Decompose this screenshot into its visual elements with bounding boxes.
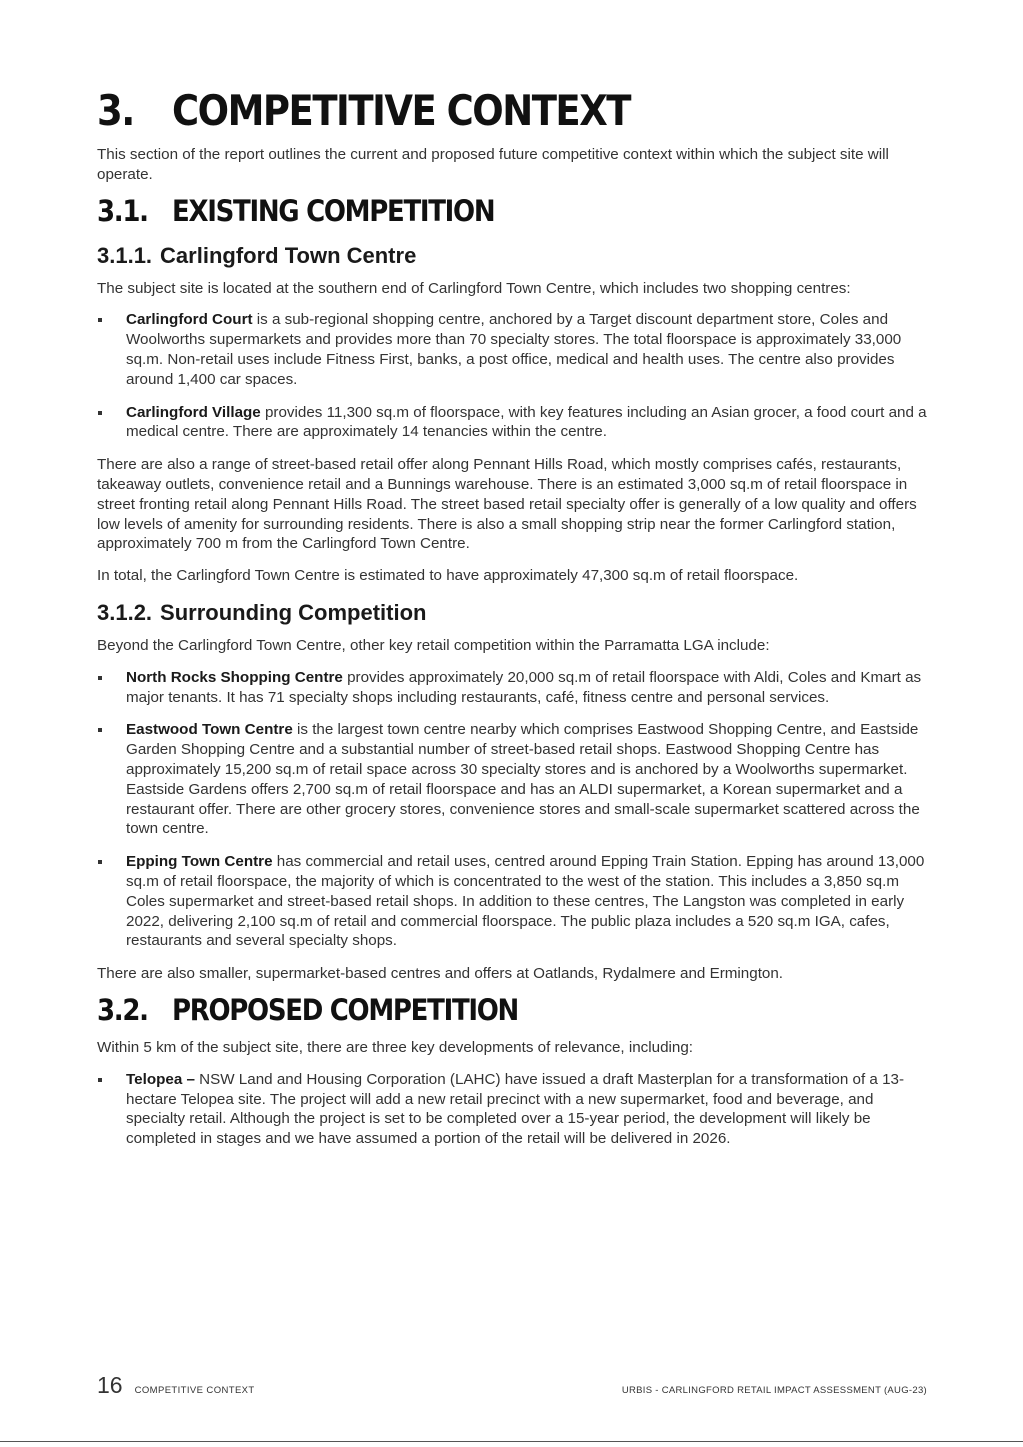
- chapter-heading: [97, 87, 927, 135]
- page-content: [97, 86, 927, 1162]
- list-item: [97, 310, 927, 389]
- surrounding-list: [97, 668, 927, 951]
- chapter-intro: This section of the report outlines the current and proposed future competitive context within which the subject site will operate.: [97, 146, 889, 183]
- section-title: PROPOSED COMPETITION: [172, 994, 519, 1028]
- item-name: North Rocks Shopping Centre: [126, 668, 343, 686]
- bullet-icon: [98, 676, 102, 680]
- subsection-heading-town-centre: [97, 243, 927, 269]
- item-text: provides 11,300 sq.m of floorspace, with key features including an Asian grocer, a food court and a medical centre. There are approximately 14 tenancies within the centre.: [126, 403, 927, 441]
- footer-section: COMPETITIVE CONTEXT: [134, 1385, 255, 1396]
- section-heading-proposed: [97, 994, 927, 1028]
- town-centre-list: [97, 310, 927, 442]
- item-name: Epping Town Centre: [126, 853, 273, 871]
- section-heading-existing: [97, 195, 927, 229]
- item-text: is a sub-regional shopping centre, anchored by a Target discount department store, Coles and Woolworths supermarkets and provides more than 70 specialty stores. The total floorspace is approximately 33,000 sq.m. Non-retail uses include Fitness First, banks, a post office, medical and health uses. The centre also provides around 1,400 car spaces.: [126, 311, 902, 388]
- list-item: [97, 668, 927, 708]
- smaller-centres-paragraph: There are also smaller, supermarket-based centres and offers at Oatlands, Rydalmere and Ermington.: [97, 965, 784, 983]
- subsection-title: Carlingford Town Centre: [160, 242, 417, 268]
- subsection-number: 3.1.1.: [97, 242, 153, 268]
- list-item: [97, 403, 927, 443]
- surrounding-intro: Beyond the Carlingford Town Centre, other key retail competition within the Parramatta LGA include:: [97, 636, 770, 654]
- item-text: is the largest town centre nearby which comprises Eastwood Shopping Centre, and Eastside Garden Shopping Centre and a substantial number of street-based retail shops. Eastwood Shopping Centre has approximately 15,200 sq.m of retail space across 30 specialty stores and is anchored by a Woolworths supermarket. Eastside Gardens offers 2,700 sq.m of retail floorspace and has an ALDI supermarket, a Korean supermarket and a restaurant offer. There are other grocery stores, convenience stores and small-scale supermarket scattered across the town centre.: [126, 721, 920, 838]
- subsection-heading-surrounding: [97, 600, 927, 626]
- item-name: Carlingford Village: [126, 403, 261, 421]
- page-footer: [97, 1372, 927, 1399]
- chapter-number: 3.: [97, 86, 134, 135]
- item-name: Eastwood Town Centre: [126, 721, 293, 739]
- bottom-divider: [0, 1441, 1023, 1442]
- page-number: 16: [97, 1372, 123, 1398]
- bullet-icon: [98, 318, 102, 322]
- subsection-title: Surrounding Competition: [160, 599, 427, 625]
- town-centre-intro: The subject site is located at the southern end of Carlingford Town Centre, which includes two shopping centres:: [97, 279, 851, 297]
- proposed-intro: Within 5 km of the subject site, there are three key developments of relevance, including:: [97, 1038, 693, 1056]
- list-item: [97, 1070, 927, 1149]
- item-text: NSW Land and Housing Corporation (LAHC) have issued a draft Masterplan for a transformation of a 13-hectare Telopea site. The project will add a new retail precinct with a new supermarket, food and beverage, and specialty retail. Although the project is set to be completed over a 15-year period, the development will likely be completed in stages and we have assumed a portion of the retail will be delivered in 2026.: [126, 1070, 905, 1148]
- bullet-icon: [98, 411, 102, 415]
- street-retail-paragraph: There are also a range of street-based retail offer along Pennant Hills Road, which mostly comprises cafés, restaurants, takeaway outlets, convenience retail and a Bunnings warehouse. There is an estimated 3,000 sq.m of retail floorspace in street fronting retail along Pennant Hills Road. The street based retail specialty offer is generally of a low quality and offers low levels of amenity for surrounding residents. There is also a small shopping strip near the former Carlingford station, approximately 700 m from the Carlingford Town Centre.: [97, 456, 917, 553]
- proposed-list: [97, 1070, 927, 1149]
- bullet-icon: [98, 860, 102, 864]
- subsection-number: 3.1.2.: [97, 599, 153, 625]
- chapter-title: COMPETITIVE CONTEXT: [172, 86, 630, 135]
- list-item: [97, 852, 927, 951]
- section-number: 3.2.: [97, 994, 148, 1028]
- list-item: [97, 720, 927, 839]
- section-number: 3.1.: [97, 194, 148, 229]
- bullet-icon: [98, 1078, 102, 1082]
- section-title: EXISTING COMPETITION: [172, 194, 495, 229]
- item-text: provides approximately 20,000 sq.m of retail floorspace with Aldi, Coles and Kmart as major tenants. It has 71 specialty shops including restaurants, café, fitness centre and personal services.: [126, 668, 922, 706]
- item-name: Telopea –: [126, 1070, 195, 1088]
- footer-report-title: URBIS - CARLINGFORD RETAIL IMPACT ASSESSMENT (AUG-23): [621, 1385, 927, 1396]
- total-floorspace-paragraph: In total, the Carlingford Town Centre is estimated to have approximately 47,300 sq.m of retail floorspace.: [97, 567, 799, 585]
- item-name: Carlingford Court: [126, 311, 253, 329]
- item-text: has commercial and retail uses, centred around Epping Train Station. Epping has around 13,000 sq.m of retail floorspace, the majority of which is concentrated to the west of the station. This includes a 3,850 sq.m Coles supermarket and street-based retail shops. In addition to these centres, The Langston was completed in early 2022, delivering 2,100 sq.m of retail and commercial floorspace. The public plaza includes a 520 sq.m IGA, cafes, restaurants and several specialty shops.: [126, 853, 925, 950]
- bullet-icon: [98, 728, 102, 732]
